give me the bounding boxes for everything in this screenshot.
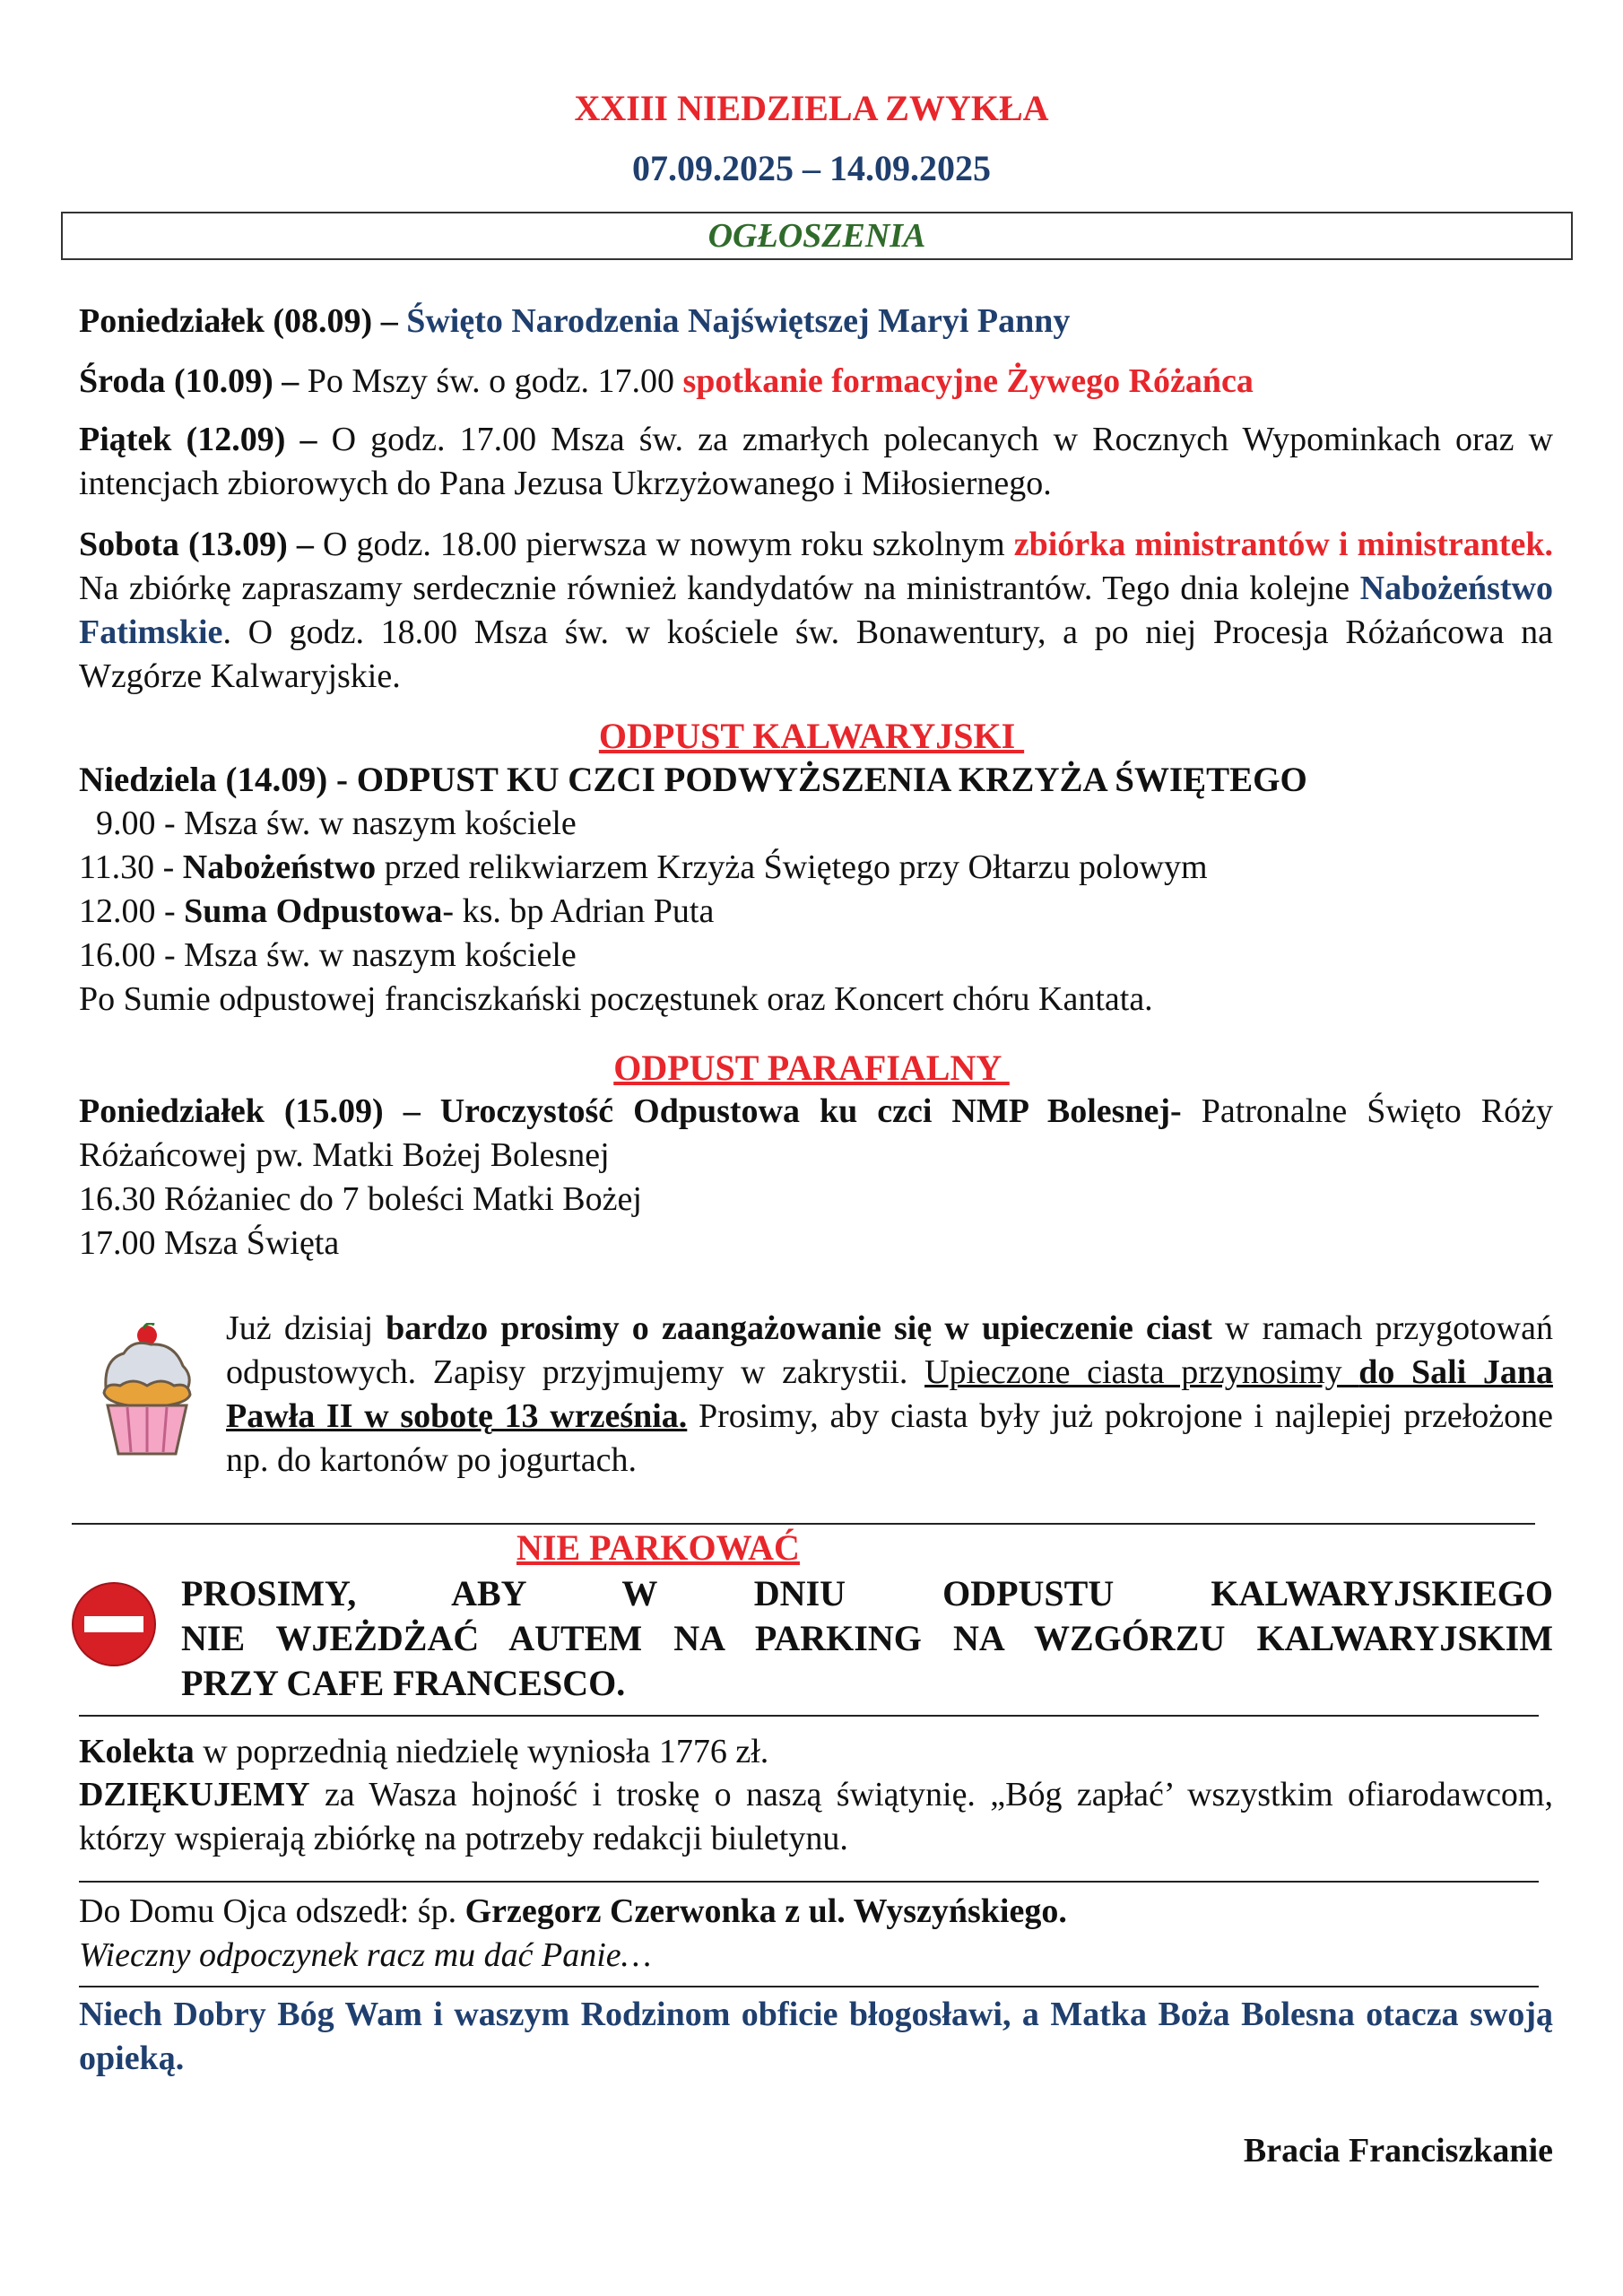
bulletin-title: XXIII NIEDZIELA ZWYKŁA	[574, 88, 1049, 128]
cake-request-bold: bardzo prosimy o zaangażowanie się w upieczenie ciast	[386, 1309, 1212, 1347]
announcement-text: Po Mszy św. o godz. 17.00	[299, 362, 683, 400]
cake-request: Już dzisiaj bardzo prosimy o zaangażowanie się w upieczenie ciast w ramach przygotowań odpustowych. Zapisy przyjmujemy w zakrystii. Upieczone ciasta przynosimy do Sali Jana Pawła II w sobotę 13 września. Prosimy, aby ciasta były już pokrojone i najlepiej przełożone np. do kartonów po jogurtach.	[226, 1309, 1553, 1479]
announcement-wednesday	[79, 359, 1254, 404]
deceased-name: Grzegorz Czerwonka z ul. Wyszyńskiego.	[464, 1892, 1067, 1930]
announcement-monday	[79, 299, 1070, 344]
blessing: Niech Dobry Bóg Wam i waszym Rodzinom obficie błogosławi, a Matka Boża Bolesna otacza swoją opieką.	[79, 1996, 1553, 2077]
announcement-text: O godz. 18.00 pierwsza w nowym roku szkolnym	[313, 526, 1014, 563]
calvary-schedule	[79, 802, 1553, 1022]
day-label: Piątek (12.09) –	[79, 421, 317, 458]
cake-request-location: do Sali Jana Pawła II w sobotę 13 września.	[226, 1353, 1553, 1435]
announcement-friday	[79, 418, 1553, 506]
cake-request-underline: Upieczone ciasta przynosimy	[924, 1353, 1359, 1391]
day-label: Poniedziałek (08.09) –	[79, 302, 398, 340]
calvary-after-text: Po Sumie odpustowej franciszkański poczęstunek oraz Koncert chóru Kantata.	[79, 980, 1153, 1018]
calvary-heading: ODPUST KALWARYJSKI	[598, 716, 1025, 756]
announcement-saturday	[79, 523, 1553, 699]
announcement-text: . O godz. 18.00 Msza św. w kościele św. Bonawentury, a po niej Procesja Różańcowa na Wzgórze Kalwaryjskie.	[79, 613, 1553, 695]
date-range: 07.09.2025 – 14.09.2025	[632, 148, 991, 188]
parish-description	[79, 1090, 1553, 1178]
collection-amount: w poprzednią niedzielę wyniosła 1776 zł.	[194, 1733, 769, 1770]
section-title: OGŁOSZENIA	[707, 217, 926, 255]
prayer-line: Wieczny odpoczynek racz mu dać Panie…	[79, 1936, 652, 1974]
announcement-text: Na zbiórkę zapraszamy serdecznie również kandydatów na ministrantów. Tego dnia kolejne	[79, 570, 1360, 607]
no-entry-icon	[70, 1580, 158, 1668]
schedule-item: 9.00 - Msza św. w naszym kościele	[79, 804, 577, 842]
announcement-text: O godz. 17.00 Msza św. za zmarłych polecanych w Rocznych Wypominkach oraz w intencjach zbiorowych do Pana Jezusa Ukrzyżowanego i Miłosiernego.	[79, 421, 1554, 502]
parking-notice	[181, 1571, 1553, 1706]
parking-line: PRZY CAFE FRANCESCO.	[181, 1663, 626, 1703]
schedule-item: 12.00 - Suma Odpustowa- ks. bp Adrian Puta	[79, 892, 715, 930]
parish-item: 17.00 Msza Święta	[79, 1224, 340, 1262]
fatima-service: Nabożeństwo Fatimskie	[79, 570, 1553, 651]
schedule-item: 11.30 - Nabożeństwo przed relikwiarzem Krzyża Świętego przy Ołtarzu polowym	[79, 848, 1208, 886]
calvary-sunday-line: Niedziela (14.09) - ODPUST KU CZCI PODWYŻSZENIA KRZYŻA ŚWIĘTEGO	[79, 761, 1307, 799]
divider	[79, 1715, 1539, 1717]
cupcake-icon	[97, 1323, 197, 1457]
day-label: Sobota (13.09) –	[79, 526, 314, 563]
thanks-label: DZIĘKUJEMY	[79, 1776, 310, 1813]
collection-line	[79, 1729, 768, 1774]
divider	[79, 1986, 1539, 1987]
section-title-box	[61, 212, 1573, 260]
highlight-text: spotkanie formacyjne Żywego Różańca	[682, 362, 1254, 400]
parish-text: Patronalne Święto Róży Różańcowej pw. Matki Bożej Bolesnej	[79, 1092, 1553, 1174]
parish-heading: ODPUST PARAFIALNY	[613, 1048, 1010, 1088]
divider	[79, 1881, 1539, 1883]
parish-bold: Poniedziałek (15.09) – Uroczystość Odpustowa ku czci NMP Bolesnej-	[79, 1092, 1182, 1130]
parish-item: 16.30 Różaniec do 7 boleści Matki Bożej	[79, 1180, 642, 1218]
highlight-text: zbiórka ministrantów i ministrantek.	[1013, 526, 1554, 563]
parking-line: NIE WJEŻDŻAĆ AUTEM NA PARKING NA WZGÓRZU KALWARYJSKIM	[181, 1618, 1553, 1658]
divider	[72, 1523, 1535, 1525]
parking-heading: NIE PARKOWAĆ	[516, 1527, 800, 1568]
thanks-paragraph: DZIĘKUJEMY za Wasza hojność i troskę o naszą świątynię. „Bóg zapłać’ wszystkim ofiarodawcom, którzy wspierają zbiórkę na potrzeby redakcji biuletynu.	[79, 1776, 1553, 1857]
day-label: Środa (10.09) –	[79, 362, 299, 400]
signature: Bracia Franciszkanie	[1243, 2132, 1553, 2170]
obituary-line: Do Domu Ojca odszedł: śp. Grzegorz Czerwonka z ul. Wyszyńskiego.	[79, 1892, 1067, 1930]
collection-label: Kolekta	[79, 1733, 195, 1770]
parking-line: PROSIMY, ABY W DNIU ODPUSTU KALWARYJSKIEGO	[181, 1573, 1553, 1613]
schedule-item: 16.00 - Msza św. w naszym kościele	[79, 936, 577, 974]
feast-name: Święto Narodzenia Najświętszej Maryi Panny	[397, 302, 1071, 340]
